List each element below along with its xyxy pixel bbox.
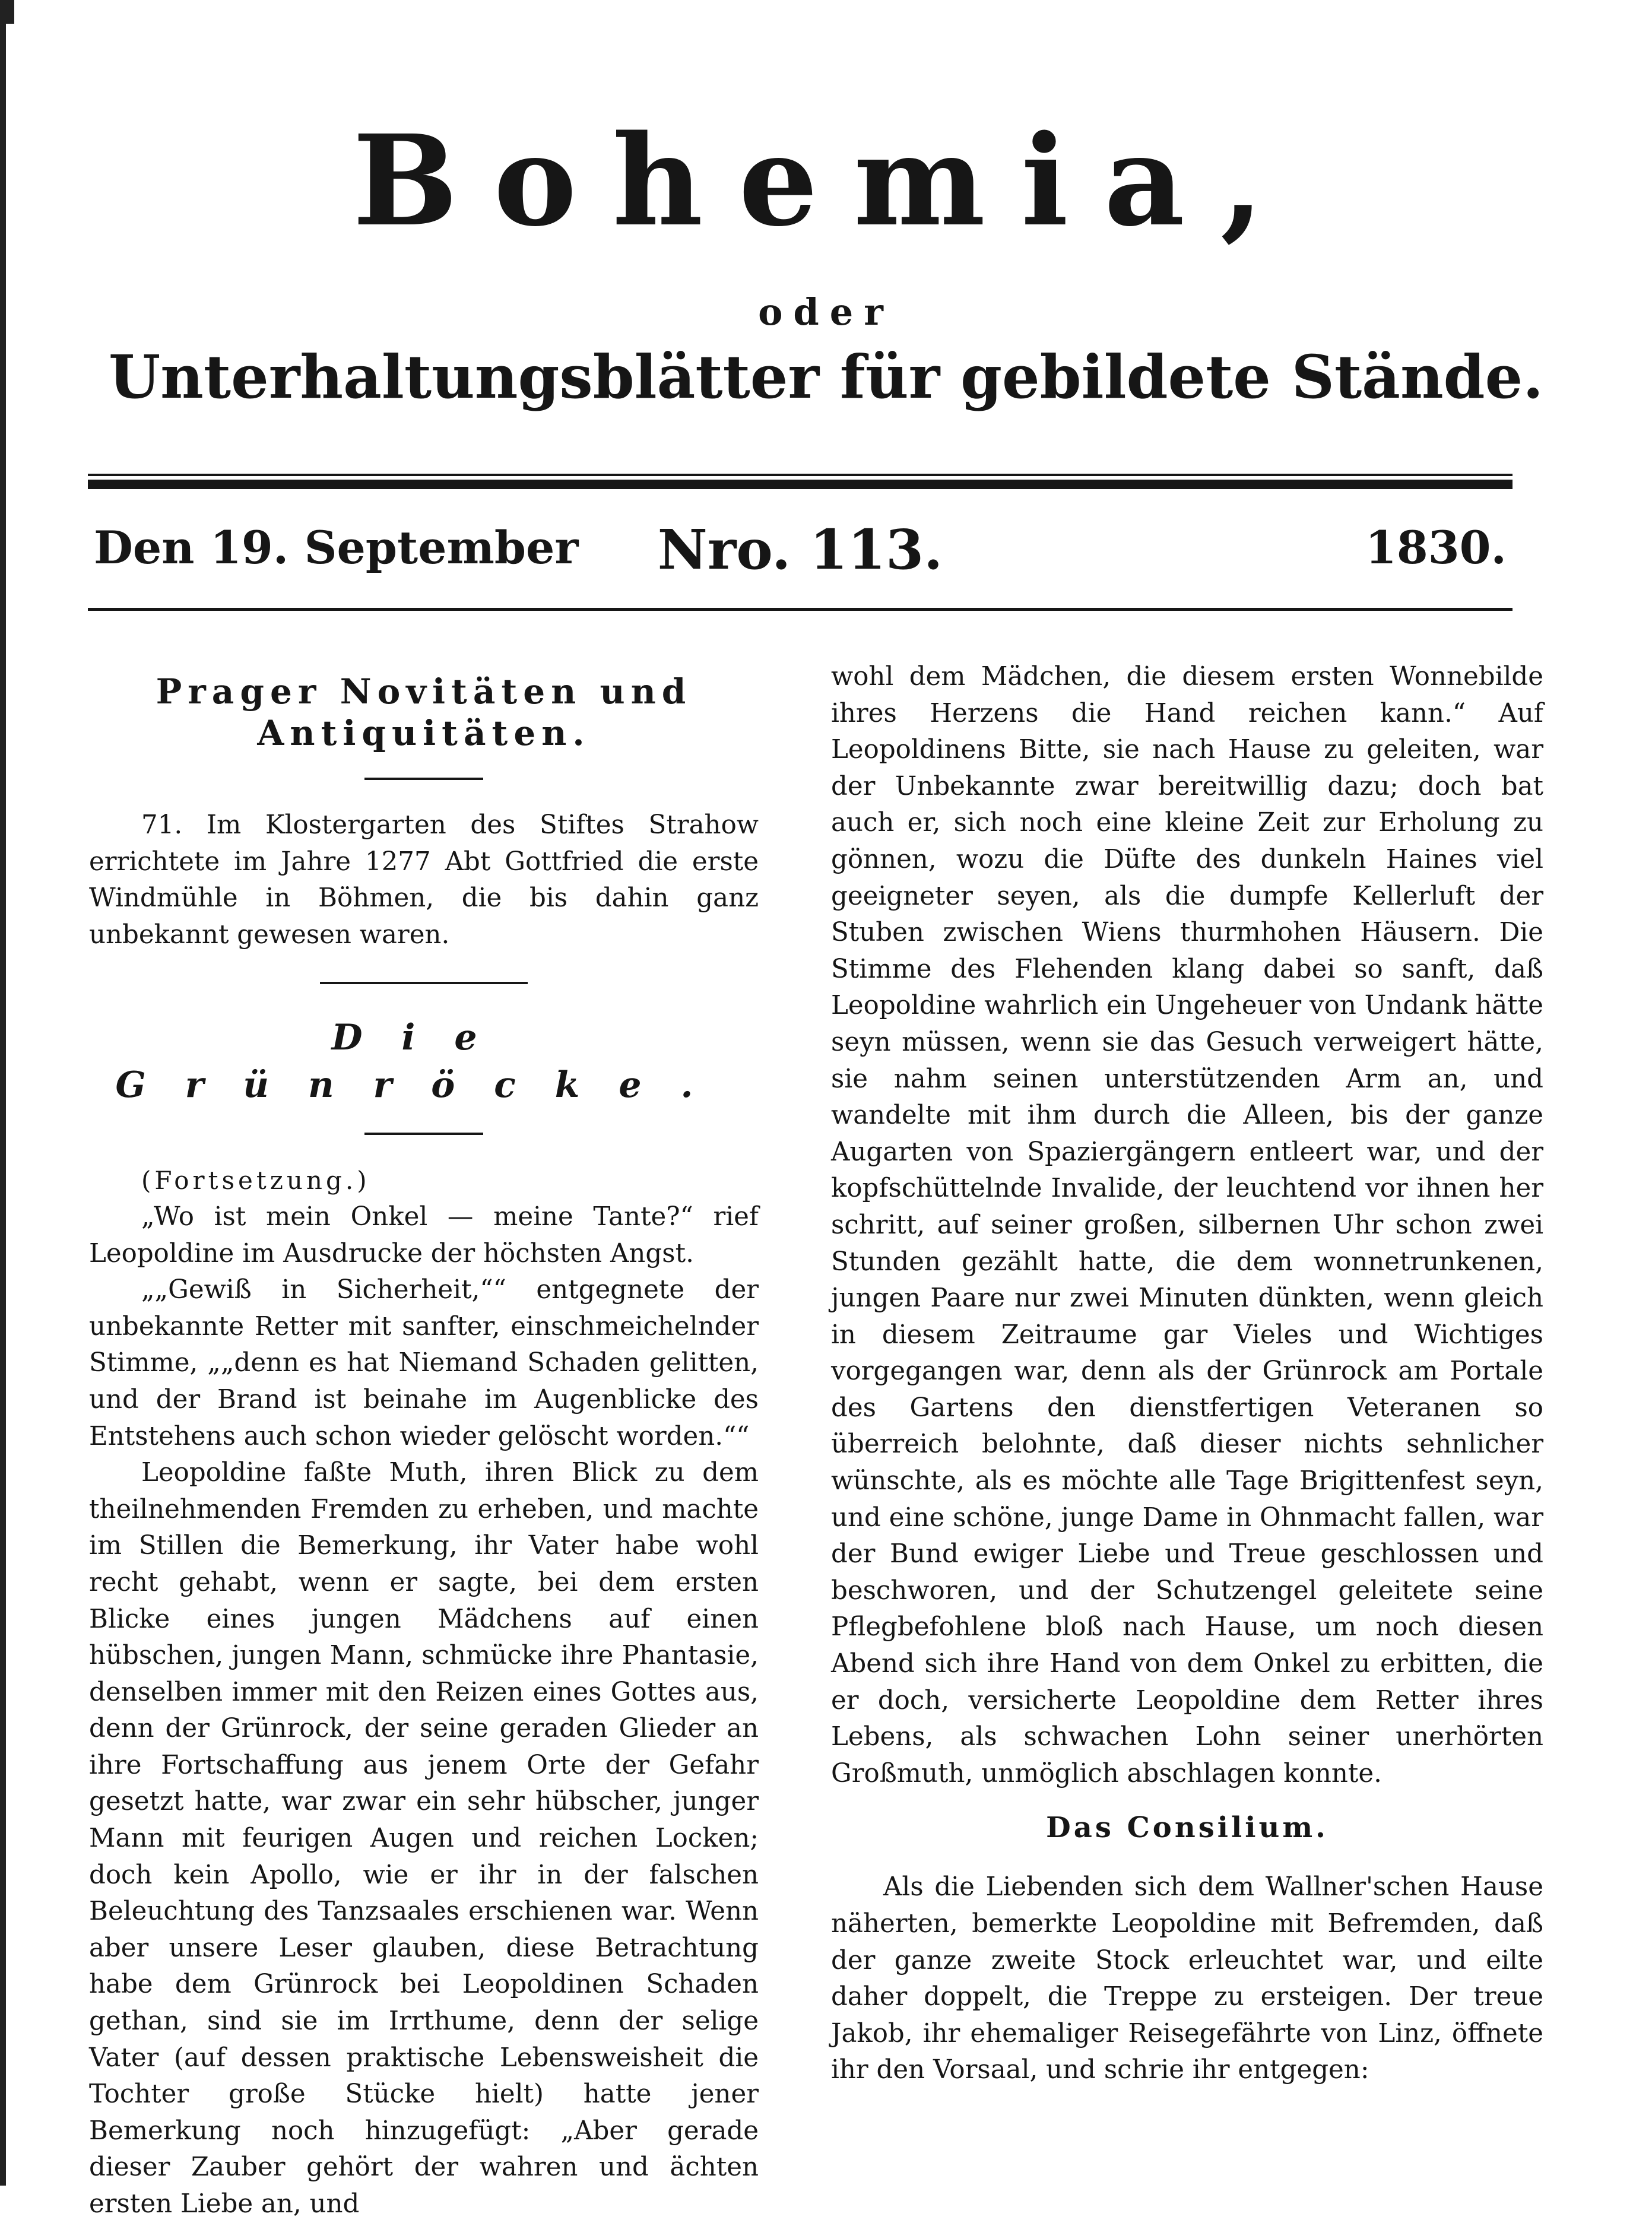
masthead-rule-thick <box>88 480 1513 489</box>
continuation-note: (Fortsetzung.) <box>141 1166 370 1195</box>
masthead-rule-top <box>88 474 1513 476</box>
masthead-title: Bohemia, <box>352 107 1299 254</box>
right-column <box>831 659 1543 2089</box>
issue-rule <box>88 608 1513 611</box>
divider-rule <box>364 1133 483 1135</box>
story-title: Die Grünröcke. <box>115 1017 733 1106</box>
story-paragraph: Als die Liebenden sich dem Wallner'schen Hause näherten, bemerkte Leopoldine mit Befremden, daß der ganze zweite Stock erleuchtet war, und eilte daher doppelt, die Treppe zu ersteigen. Der treue Jakob, ihr ehemaliger Reisegefährte von Linz, öffnete ihr den Vorsaal, und schrie ihr entgegen: <box>831 1872 1543 2085</box>
issue-line <box>88 518 1513 592</box>
notice-paragraph: 71. Im Klostergarten des Stiftes Strahow errichtete im Jahre 1277 Abt Gottfried die erste Windmühle in Böhmen, die bis dahin ganz unbekannt gewesen waren. <box>89 810 759 950</box>
story-paragraph: Leopoldine faßte Muth, ihren Blick zu dem theilnehmenden Fremden zu erheben, und machte im Stillen die Bemerkung, ihr Vater habe wohl recht gehabt, wenn er sagte, bei dem ersten Blicke eines jungen Mädchens auf einen hübschen, jungen Mann, schmücke ihre Phantasie, denselben immer mit den Reizen eines Gottes aus, denn der Grünrock, der seine geraden Glieder an ihre Fortschaffung aus jenem Orte der Gefahr gesetzt hatte, war zwar ein sehr hübscher, junger Mann mit feurigen Augen und reichen Locken; doch kein Apollo, wie er ihr in der falschen Beleuchtung des Tanzsaales erschienen war. Wenn aber unsere Leser glauben, diese Betrachtung habe dem Grünrock bei Leopoldinen Schaden gethan, sind sie im Irrthume, denn der selige Vater (auf dessen praktische Lebensweisheit die Tochter große Stücke hielt) hatte jener Bemerkung noch hinzugefügt: „Aber gerade dieser Zauber gehört der wahren und ächten ersten Liebe an, und <box>89 1458 759 2219</box>
issue-year: 1830. <box>1365 521 1507 574</box>
page-edge-tab <box>6 0 14 24</box>
issue-number: Nro. 113. <box>657 518 943 582</box>
section-title-novitaeten: Prager Novitäten und Antiquitäten. <box>156 671 692 753</box>
masthead-oder: oder <box>758 290 894 334</box>
story-paragraph-continued: wohl dem Mädchen, die diesem ersten Wonnebilde ihres Herzens die Hand reichen kann.“ Auf Leopoldinens Bitte, sie nach Hause zu geleiten, war der Unbekannte zwar bereitwillig dazu; doch bat auch er, sich noch eine kleine Zeit zur Erholung zu gönnen, wozu die Düfte des dunkeln Haines viel geeigneter seyen, als die dumpfe Kellerluft der Stuben zwischen Wiens thurmhohen Häusern. Die Stimme des Flehenden klang dabei so sanft, daß Leopoldine wahrlich ein Ungeheuer von Undank hätte seyn müssen, wenn sie das Gesuch verweigert hätte, sie nahm seinen unterstützenden Arm an, und wandelte mit ihm durch die Alleen, bis der ganze Augarten von Spaziergängern entleert war, und der kopfschüttelnde Invalide, der leuchtend vor ihnen her schritt, auf seiner großen, silbernen Uhr schon zwei Stunden gezählt hatte, die dem wonnetrunkenen, jungen Paare nur zwei Minuten dünkten, wenn gleich in diesem Zeitraume gar Vieles und Wichtiges vorgegangen war, denn als der Grünrock am Portale des Gartens den dienstfertigen Veteranen so überreich belohnte, daß dieser nichts sehnlicher wünschte, als es möchte alle Tage Brigittenfest seyn, und eine schöne, junge Dame in Ohnmacht fallen, war der Bund ewiger Liebe und Treue geschlossen und beschworen, und der Schutzengel geleitete seine Pflegbefohlene bloß nach Hause, um noch diesen Abend sich ihre Hand von dem Onkel zu erbitten, die er doch, versicherte Leopoldine dem Retter ihres Lebens, als schwachen Lohn seiner unerhörten Großmuth, unmöglich abschlagen konnte. <box>831 662 1543 1788</box>
issue-date: Den 19. September <box>94 521 579 574</box>
story-paragraph: „Wo ist mein Onkel — meine Tante?“ rief Leopoldine im Ausdrucke der höchsten Angst. <box>89 1201 759 1269</box>
masthead-subtitle: Unterhaltungsblätter für gebildete Stände. <box>108 342 1544 412</box>
left-column <box>89 659 759 2223</box>
section-heading-consilium: Das Consilium. <box>1046 1811 1328 1845</box>
story-paragraph: „„Gewiß in Sicherheit,““ entgegnete der unbekannte Retter mit sanfter, einschmeichelnder Stimme, „„denn es hat Niemand Schaden gelitten, und der Brand ist beinahe im Augenblicke des Entstehens auch schon wieder gelöscht worden.““ <box>89 1275 759 1451</box>
divider-rule <box>320 982 528 984</box>
divider-rule <box>364 778 483 780</box>
